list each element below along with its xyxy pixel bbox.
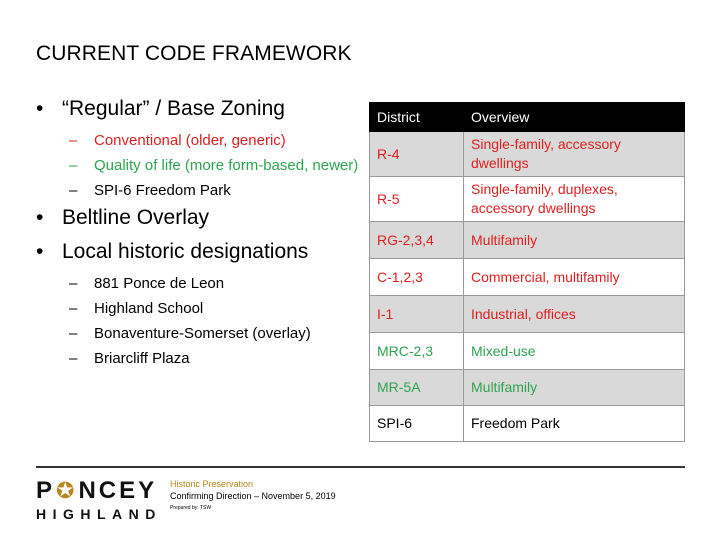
overview-cell: Single-family, accessory dwellings [464,132,685,177]
district-table [369,102,685,442]
table-row [370,406,685,442]
district-cell: R-4 [370,132,464,177]
district-cell: RG-2,3,4 [370,222,464,259]
table-row [370,177,685,222]
table-header-row [370,103,685,132]
footer-section: Historic Preservation [170,479,254,489]
slide-title: CURRENT CODE FRAMEWORK [36,42,352,65]
sub-bullet-bonaventure: – Bonaventure-Somerset (overlay) [69,325,311,342]
column-header-overview: Overview [464,103,685,132]
table-row [370,296,685,333]
bullet-local-historic: • Local historic designations [36,240,309,263]
district-cell: I-1 [370,296,464,333]
bullet-beltline-overlay: • Beltline Overlay [36,206,210,229]
district-cell: SPI-6 [370,406,464,442]
sub-bullet-conventional: – Conventional (older, generic) [69,132,286,149]
bullet-base-zoning: • “Regular” / Base Zoning [36,97,285,120]
bullet-dot: • [36,206,44,229]
footer-info [170,478,336,512]
table-row [370,222,685,259]
table-row [370,259,685,296]
overview-cell: Industrial, offices [464,296,685,333]
sub-bullet-spi6: – SPI-6 Freedom Park [69,182,231,199]
district-cell: C-1,2,3 [370,259,464,296]
overview-cell: Multifamily [464,222,685,259]
overview-cell: Freedom Park [464,406,685,442]
footer-date: November 5, 2019 [261,491,336,501]
table-row [370,333,685,370]
overview-cell: Single-family, duplexes, accessory dwellings [464,177,685,222]
overview-cell: Mixed-use [464,333,685,370]
sub-bullet-881-ponce: – 881 Ponce de Leon [69,275,225,292]
bullet-dot: • [36,240,44,263]
footer-divider [36,466,685,468]
overview-cell: Commercial, multifamily [464,259,685,296]
overview-cell: Multifamily [464,370,685,406]
column-header-district: District [370,103,464,132]
sub-bullet-quality-of-life: – Quality of life (more form-based, newer) [69,157,359,174]
sub-bullet-briarcliff: – Briarcliff Plaza [69,350,190,367]
footer-prepared-by: Prepared by: TSW [170,505,212,511]
bullet-dot: • [36,97,44,120]
district-cell: R-5 [370,177,464,222]
district-cell: MRC-2,3 [370,333,464,370]
table-row [370,132,685,177]
compass-star-icon: ✪ [56,478,78,503]
district-cell: MR-5A [370,370,464,406]
footer-subtitle: Confirming Direction – November 5, 2019 [170,491,336,501]
sub-bullet-highland-school: – Highland School [69,300,204,317]
bullet-list [36,96,366,373]
poncey-highland-logo: P ✪ NCEY HIGHLAND [36,477,162,522]
table-row [370,370,685,406]
